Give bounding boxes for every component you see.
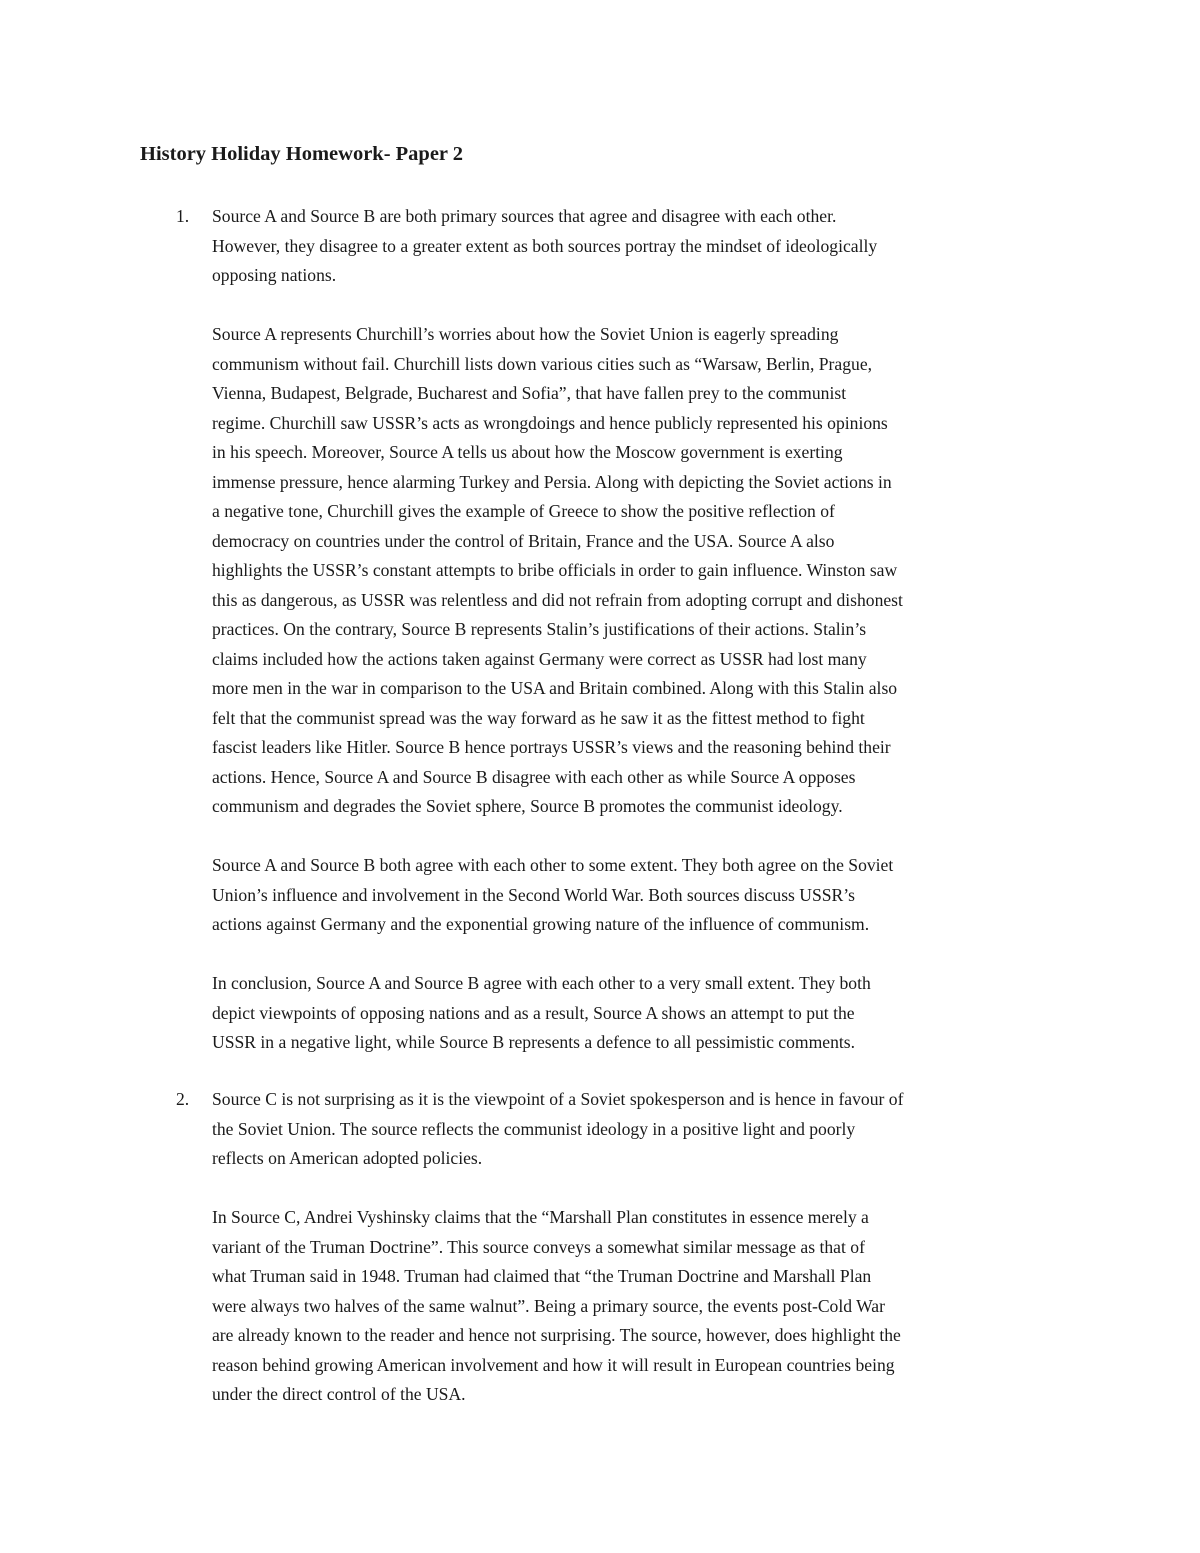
text-line: what Truman said in 1948. Truman had claimed that “the Truman Doctrine and Marshall Plan <box>212 1266 872 1286</box>
answer-body <box>212 202 1065 1087</box>
item-number: 2. <box>176 1089 190 1109</box>
text-line: actions against Germany and the exponential growing nature of the influence of communism. <box>212 914 870 934</box>
text-line: immense pressure, hence alarming Turkey and Persia. Along with depicting the Soviet actions in <box>212 471 892 492</box>
text-line: However, they disagree to a greater extent as both sources portray the mindset of ideologically <box>212 235 878 256</box>
paragraph <box>212 320 1065 822</box>
document-title: History Holiday Homework- Paper 2 <box>140 143 464 165</box>
text-line: actions. Hence, Source A and Source B disagree with each other as while Source A opposes <box>212 766 856 787</box>
text-line: reason behind growing American involvement and how it will result in European countries being <box>212 1354 895 1375</box>
text-line: Source C is not surprising as it is the viewpoint of a Soviet spokesperson and is hence in favour of <box>212 1089 904 1109</box>
paragraph <box>212 1203 1065 1410</box>
text-line: in his speech. Moreover, Source A tells us about how the Moscow government is exerting <box>212 442 843 462</box>
text-line: regime. Churchill saw USSR’s acts as wrongdoings and hence publicly represented his opinions <box>212 412 888 433</box>
text-line: claims included how the actions taken against Germany were correct as USSR had lost many <box>212 648 867 669</box>
text-line: fascist leaders like Hitler. Source B hence portrays USSR’s views and the reasoning behind their <box>212 737 891 757</box>
text-line: the Soviet Union. The source reflects the communist ideology in a positive light and poorly <box>212 1118 856 1139</box>
text-line: depict viewpoints of opposing nations and as a result, Source A shows an attempt to put the <box>212 1002 855 1023</box>
text-line: In Source C, Andrei Vyshinsky claims that the “Marshall Plan constitutes in essence merely a <box>212 1207 869 1227</box>
text-line: Vienna, Budapest, Belgrade, Bucharest and Sofia”, that have fallen prey to the communist <box>212 383 847 403</box>
answer-body <box>212 1085 1065 1439</box>
text-line: communism without fail. Churchill lists down various cities such as “Warsaw, Berlin, Prague, <box>212 353 873 374</box>
text-line: a negative tone, Churchill gives the example of Greece to show the positive reflection of <box>212 501 835 521</box>
text-line: under the direct control of the USA. <box>212 1384 466 1404</box>
text-line: USSR in a negative light, while Source B represents a defence to all pessimistic comments. <box>212 1032 856 1052</box>
text-line: In conclusion, Source A and Source B agree with each other to a very small extent. They both <box>212 973 871 993</box>
item-number: 1. <box>176 206 190 226</box>
paragraph <box>212 969 1065 1058</box>
paragraph <box>212 851 1065 940</box>
text-line: Source A and Source B are both primary sources that agree and disagree with each other. <box>212 206 837 226</box>
text-line: reflects on American adopted policies. <box>212 1148 483 1168</box>
text-line: variant of the Truman Doctrine”. This source conveys a somewhat similar message as that of <box>212 1236 865 1257</box>
text-line: Union’s influence and involvement in the Second World War. Both sources discuss USSR’s <box>212 884 856 905</box>
text-line: democracy on countries under the control of Britain, France and the USA. Source A also <box>212 530 835 551</box>
text-line: felt that the communist spread was the way forward as he saw it as the fittest method to fight <box>212 707 865 728</box>
text-line: opposing nations. <box>212 265 337 285</box>
text-line: more men in the war in comparison to the USA and Britain combined. Along with this Stalin also <box>212 678 898 698</box>
paragraph <box>212 1085 1065 1174</box>
text-line: this as dangerous, as USSR was relentless and did not refrain from adopting corrupt and dishonest <box>212 589 903 610</box>
text-line: communism and degrades the Soviet sphere, Source B promotes the communist ideology. <box>212 796 843 816</box>
paragraph <box>212 202 1065 291</box>
text-line: were always two halves of the same walnut”. Being a primary source, the events post-Cold War <box>212 1295 885 1316</box>
text-line: are already known to the reader and hence not surprising. The source, however, does highlight the <box>212 1325 901 1345</box>
text-line: highlights the USSR’s constant attempts to bribe officials in order to gain influence. Winston saw <box>212 560 898 580</box>
text-line: practices. On the contrary, Source B represents Stalin’s justifications of their actions. Stalin’s <box>212 619 867 639</box>
text-line: Source A and Source B both agree with each other to some extent. They both agree on the Soviet <box>212 855 894 875</box>
text-line: Source A represents Churchill’s worries about how the Soviet Union is eagerly spreading <box>212 324 839 344</box>
